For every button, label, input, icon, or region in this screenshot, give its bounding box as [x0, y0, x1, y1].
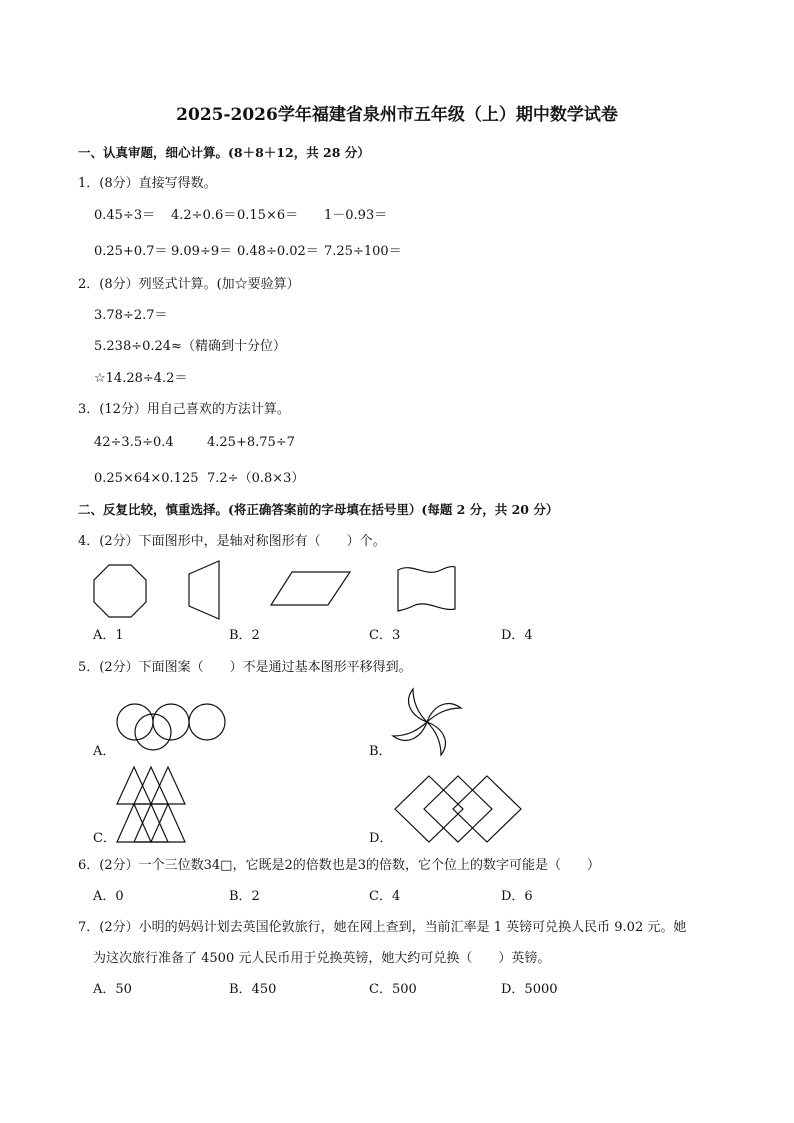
q5-option[interactable]: D．: [369, 831, 393, 846]
q5-option[interactable]: A．: [93, 744, 116, 759]
pinwheel-moons-icon: [391, 688, 463, 756]
octagon-icon: [93, 564, 147, 618]
q7-option[interactable]: D．5000: [501, 982, 558, 997]
flag-icon: [397, 564, 457, 614]
q1-item: 9.09÷9＝: [171, 244, 233, 259]
q2-item: 3.78÷2.7＝: [94, 308, 168, 323]
q1-item: 0.45÷3＝: [94, 208, 156, 223]
q6-option[interactable]: A．0: [93, 889, 124, 904]
q1-item: 0.25+0.7＝: [94, 244, 168, 259]
four-circles-icon: [116, 703, 228, 751]
parallelogram-icon: [270, 571, 352, 607]
three-diamonds-icon: [394, 775, 522, 843]
q3-item: 4.25+8.75÷7: [207, 435, 295, 450]
q4-option[interactable]: C．3: [369, 628, 401, 643]
q1-item: 0.15×6＝: [237, 208, 299, 223]
q1-item: 1－0.93＝: [324, 208, 388, 223]
question-6-stem: 6．(2分）一个三位数34□，它既是2的倍数也是3的倍数，它个位上的数字可能是（ ）: [78, 858, 600, 873]
q6-option[interactable]: C．4: [369, 889, 401, 904]
stacked-triangles-icon: [116, 766, 186, 844]
section-2-heading: 二、反复比较，慎重选择。(将正确答案前的字母填在括号里）(每题 2 分，共 20 分）: [78, 502, 559, 517]
question-3-stem: 3．(12分）用自己喜欢的方法计算。: [78, 402, 290, 417]
trapezoid-icon: [188, 560, 222, 620]
question-2-stem: 2．(8分）列竖式计算。(加☆要验算）: [78, 277, 300, 292]
q5-option[interactable]: C．: [93, 831, 116, 846]
question-7-stem-line-1: 7．(2分）小明的妈妈计划去英国伦敦旅行，她在网上查到，当前汇率是 1 英镑可兑换人民币 9.02 元。她: [78, 920, 687, 935]
question-5-stem: 5．(2分）下面图案（ ）不是通过基本图形平移得到。: [78, 660, 412, 675]
q2-item: 5.238÷0.24≈（精确到十分位）: [94, 339, 286, 354]
q3-item: 0.25×64×0.125: [94, 471, 199, 486]
q6-option[interactable]: D．6: [501, 889, 533, 904]
q7-option[interactable]: B．450: [229, 982, 277, 997]
page-title: 2025-2026学年福建省泉州市五年级（上）期中数学试卷: [176, 105, 618, 125]
q5-option[interactable]: B．: [369, 744, 392, 759]
q2-item: ☆14.28÷4.2＝: [94, 371, 188, 386]
question-1-stem: 1．(8分）直接写得数。: [78, 176, 217, 191]
q4-option[interactable]: D．4: [501, 628, 533, 643]
question-7-stem-line-2: 为这次旅行准备了 4500 元人民币用于兑换英镑，她大约可兑换（ ）英镑。: [93, 951, 551, 966]
q4-option[interactable]: B．2: [229, 628, 260, 643]
q7-option[interactable]: C．500: [369, 982, 417, 997]
q1-item: 4.2÷0.6＝: [171, 208, 237, 223]
q3-item: 7.2÷（0.8×3）: [207, 471, 305, 486]
q7-option[interactable]: A．50: [93, 982, 132, 997]
question-4-stem: 4．(2分）下面图形中，是轴对称图形有（ ）个。: [78, 534, 386, 549]
q1-item: 7.25÷100＝: [324, 244, 402, 259]
q3-item: 42÷3.5÷0.4: [94, 435, 174, 450]
q1-item: 0.48÷0.02＝: [237, 244, 319, 259]
section-1-heading: 一、认真审题，细心计算。(8＋8＋12，共 28 分）: [78, 145, 370, 160]
q4-option[interactable]: A．1: [93, 628, 124, 643]
q6-option[interactable]: B．2: [229, 889, 260, 904]
